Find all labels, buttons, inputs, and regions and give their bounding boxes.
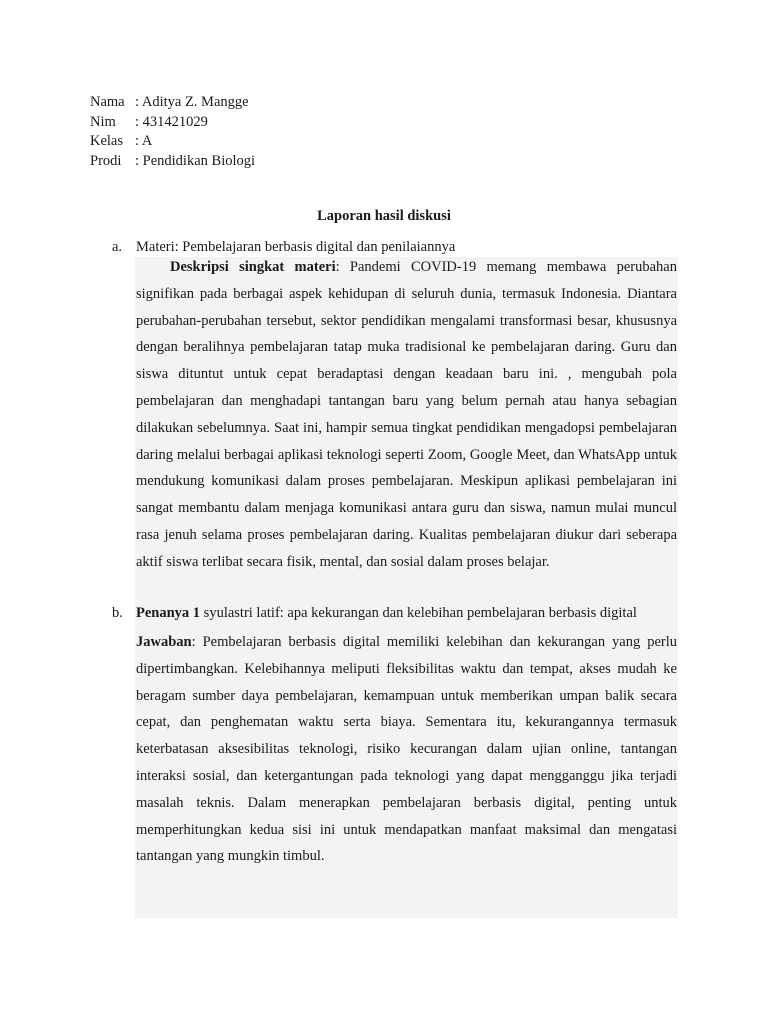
info-value: : A bbox=[135, 133, 153, 149]
student-info bbox=[90, 93, 255, 171]
list-marker-a: a. bbox=[112, 239, 123, 255]
info-value: : Aditya Z. Mangge bbox=[135, 94, 249, 110]
materi-heading: Materi: Pembelajaran berbasis digital dan penilaiannya bbox=[136, 239, 456, 255]
question-label: Penanya 1 bbox=[136, 605, 201, 621]
info-row-kelas bbox=[90, 132, 255, 152]
info-value: : 431421029 bbox=[135, 113, 208, 130]
list-marker-b: b. bbox=[112, 605, 123, 621]
info-row-prodi bbox=[90, 152, 255, 172]
question-line bbox=[136, 605, 677, 622]
info-key: Kelas bbox=[90, 133, 124, 149]
description-text: : Pandemi COVID-19 memang membawa perubahan signifikan pada berbagai aspek kehidupan di seluruh dunia, termasuk Indonesia. Diantara perubahan-perubahan tersebut, sektor pendidikan mengalami transformasi besar, khususnya dengan beralihnya pembelajaran tatap muka tradisional ke pembelajaran daring. Guru dan siswa dituntut untuk cepat beradaptasi dengan keadaan baru ini. , mengubah pola pembelajaran dan menghadapi tantangan baru yang belum pernah atau hanya sebagian dilakukan sebelumnya. Saat ini, hampir semua tingkat pendidikan mengadopsi pembelajaran daring melalui berbagai aplikasi teknologi seperti Zoom, Google Meet, dan WhatsApp untuk mendukung komunikasi dalam proses pembelajaran. Meskipun aplikasi pembelajaran ini sangat membantu dalam menjaga komunikasi antara guru dan siswa, namun mulai muncul rasa jenuh selama proses pembelajaran daring. Kualitas pembelajaran diukur dari seberapa aktif siswa terlibat secara fisik, mental, dan sosial dalam proses belajar. bbox=[136, 259, 677, 570]
description-paragraph bbox=[136, 254, 677, 576]
info-value: : Pendidikan Biologi bbox=[135, 152, 256, 169]
info-row-nim bbox=[90, 113, 255, 133]
info-key: Nim bbox=[90, 113, 116, 130]
answer-label: Jawaban bbox=[136, 634, 192, 650]
question-text: syulastri latif: apa kekurangan dan kelebihan pembelajaran berbasis digital bbox=[200, 605, 637, 621]
description-label: Deskripsi singkat materi bbox=[170, 259, 336, 275]
answer-paragraph bbox=[136, 629, 677, 870]
answer-text: : Pembelajaran berbasis digital memiliki kelebihan dan kekurangan yang perlu dipertimbangkan. Kelebihannya meliputi fleksibilitas waktu dan tempat, akses mudah ke beragam sumber daya pembelajaran, kemampuan untuk memberikan umpan balik secara cepat, dan penghematan waktu serta biaya. Sementara itu, kekurangannya termasuk keterbatasan aksesibilitas teknologi, risiko kecurangan dalam ujian online, tantangan interaksi sosial, dan ketergantungan pada teknologi yang dapat mengganggu jika terjadi masalah teknis. Dalam menerapkan pembelajaran berbasis digital, penting untuk memperhitungkan kedua sisi ini untuk mendapatkan manfaat maksimal dan mengatasi tantangan yang mungkin timbul. bbox=[136, 634, 677, 865]
info-key: Prodi bbox=[90, 152, 122, 169]
info-key: Nama bbox=[90, 94, 125, 110]
document-title: Laporan hasil diskusi bbox=[317, 208, 451, 224]
info-row-nama bbox=[90, 93, 255, 113]
